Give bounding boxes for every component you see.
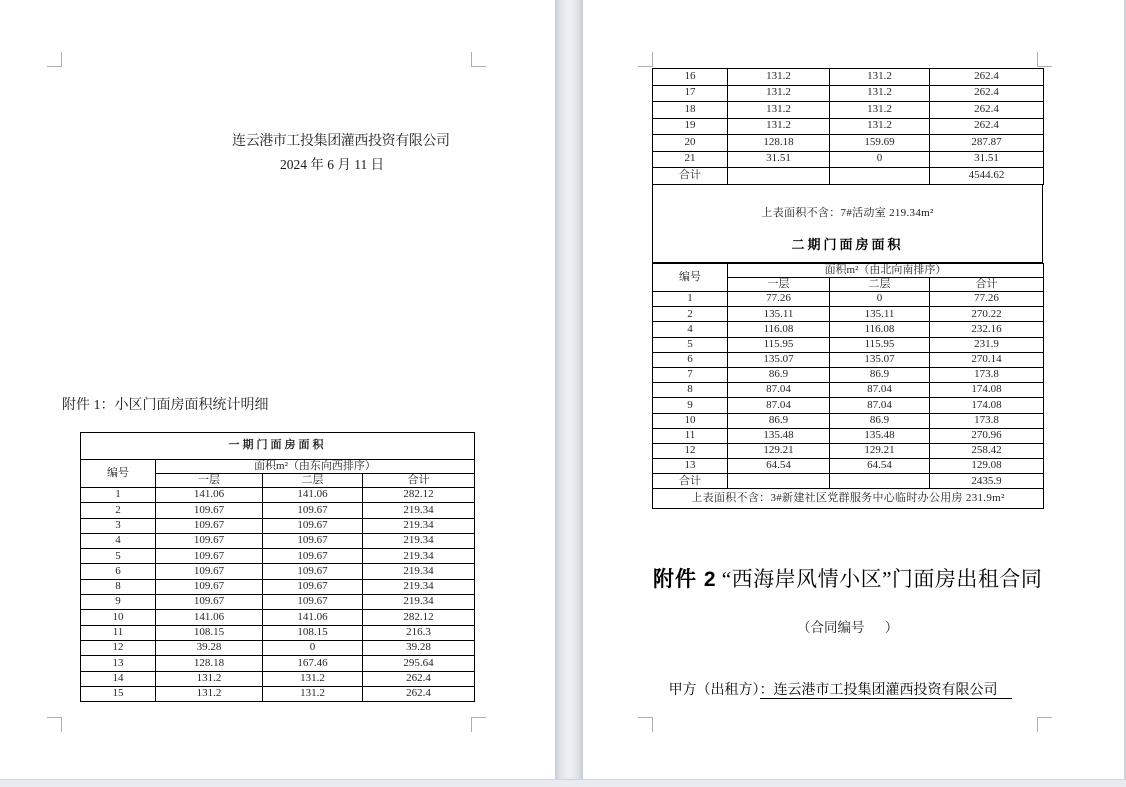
table-cell: 270.14 (930, 352, 1044, 367)
table-cell: 173.8 (930, 367, 1044, 382)
table-row (653, 474, 1044, 489)
table-cell (728, 474, 830, 489)
table-cell: 174.08 (930, 383, 1044, 398)
table-cell: 10 (81, 610, 156, 625)
table-cell: 109.67 (263, 533, 363, 548)
phase1-exclusion-note: 上表面积不含：7#活动室 219.34m² (761, 207, 934, 219)
table-cell: 109.67 (263, 564, 363, 579)
company-name-line: 连云港市工投集团灌西投资有限公司 (232, 134, 450, 149)
table-cell: 86.9 (830, 413, 930, 428)
phase2-exclusion-note: 上表面积不含：3#新建社区党群服务中心临时办公用房 231.9m² (653, 489, 1044, 509)
table-cell: 135.48 (728, 428, 830, 443)
table-cell: 129.08 (930, 459, 1044, 474)
phase1-area-table (80, 432, 475, 702)
page-gap (555, 0, 583, 779)
col-header-group: 面积m²（由东向西排序） (156, 460, 475, 474)
table-row (653, 85, 1044, 102)
text-boundary-mark (1037, 717, 1052, 732)
table-cell: 282.12 (363, 488, 475, 503)
text-boundary-mark (47, 717, 62, 732)
table-cell: 258.42 (930, 443, 1044, 458)
table-cell: 108.15 (156, 625, 263, 640)
table-cell: 109.67 (263, 503, 363, 518)
table-row (81, 595, 475, 610)
table-cell: 0 (830, 151, 930, 168)
text-boundary-mark (471, 717, 486, 732)
table-cell: 128.18 (728, 135, 830, 152)
table-cell: 131.2 (830, 85, 930, 102)
table-row (653, 413, 1044, 428)
phase1-note-and-phase2-title (652, 185, 1043, 263)
table-cell: 270.22 (930, 307, 1044, 322)
table-cell: 6 (653, 352, 728, 367)
col-header-id: 编号 (81, 460, 156, 488)
table-cell: 135.11 (728, 307, 830, 322)
attachment2-heading (653, 563, 1042, 593)
table-header-row (81, 460, 475, 474)
attachment2-title: “西海岸风情小区”门面房出租合同 (721, 567, 1043, 591)
table-cell: 12 (81, 640, 156, 655)
col-header-floor2: 二层 (263, 474, 363, 488)
table-row (81, 549, 475, 564)
table-cell: 135.07 (728, 352, 830, 367)
table-cell: 262.4 (363, 686, 475, 701)
table-row (81, 640, 475, 655)
table-cell: 21 (653, 151, 728, 168)
table-cell: 109.67 (263, 595, 363, 610)
table-row (653, 151, 1044, 168)
table-cell: 135.48 (830, 428, 930, 443)
table-cell: 64.54 (728, 459, 830, 474)
phase2-table-title: 二期门面房面积 (791, 237, 904, 252)
table-cell: 12 (653, 443, 728, 458)
table-cell: 0 (830, 292, 930, 307)
table-cell: 64.54 (830, 459, 930, 474)
table-cell: 159.69 (830, 135, 930, 152)
table-cell: 86.9 (728, 413, 830, 428)
table-row (81, 503, 475, 518)
table-cell: 270.96 (930, 428, 1044, 443)
table-row (81, 625, 475, 640)
table-cell: 3 (81, 518, 156, 533)
table-cell: 2435.9 (930, 474, 1044, 489)
table-cell: 287.87 (930, 135, 1044, 152)
table-cell: 219.34 (363, 503, 475, 518)
table-row (653, 69, 1044, 86)
table-cell: 131.2 (728, 85, 830, 102)
col-header-floor2: 二层 (830, 278, 930, 292)
table-cell: 219.34 (363, 518, 475, 533)
text-boundary-mark (638, 52, 653, 67)
table-cell: 77.26 (930, 292, 1044, 307)
table-cell: 216.3 (363, 625, 475, 640)
table-cell: 17 (653, 85, 728, 102)
table-header-row (653, 264, 1044, 278)
table-cell: 129.21 (830, 443, 930, 458)
table-cell: 131.2 (830, 69, 930, 86)
table-row (653, 352, 1044, 367)
table-cell: 87.04 (830, 383, 930, 398)
table-row (653, 398, 1044, 413)
table-cell: 20 (653, 135, 728, 152)
text-boundary-mark (1037, 52, 1052, 67)
table-cell: 14 (81, 671, 156, 686)
table-row (653, 118, 1044, 135)
viewport-bottom-strip (0, 779, 1126, 787)
table-cell: 141.06 (156, 610, 263, 625)
table-cell: 219.34 (363, 579, 475, 594)
party-a-value: ：连云港市工投集团灌西投资有限公司 (759, 681, 1012, 697)
table-cell: 131.2 (263, 686, 363, 701)
table-cell: 131.2 (830, 118, 930, 135)
table-cell: 131.2 (728, 118, 830, 135)
table-cell: 219.34 (363, 564, 475, 579)
page-left[interactable] (0, 0, 555, 779)
col-header-floor1: 一层 (728, 278, 830, 292)
table-cell: 219.34 (363, 533, 475, 548)
table-row (653, 322, 1044, 337)
table-cell: 合计 (653, 168, 728, 185)
table-cell: 86.9 (830, 367, 930, 382)
table-cell: 135.11 (830, 307, 930, 322)
phase2-area-table (652, 263, 1044, 509)
table-cell: 129.21 (728, 443, 830, 458)
table-row (653, 307, 1044, 322)
table-row (653, 428, 1044, 443)
table-cell: 2 (81, 503, 156, 518)
table-cell: 16 (653, 69, 728, 86)
table-cell: 15 (81, 686, 156, 701)
table-cell: 4 (653, 322, 728, 337)
table-cell: 131.2 (263, 671, 363, 686)
table-row (653, 135, 1044, 152)
table-cell: 31.51 (930, 151, 1044, 168)
table-cell: 5 (653, 337, 728, 352)
table-cell: 131.2 (830, 102, 930, 119)
text-boundary-mark (638, 717, 653, 732)
table-cell: 8 (653, 383, 728, 398)
table-row (81, 610, 475, 625)
table-row (81, 564, 475, 579)
table-cell: 4544.62 (930, 168, 1044, 185)
table-cell: 128.18 (156, 656, 263, 671)
table-cell: 39.28 (156, 640, 263, 655)
table-cell: 7 (653, 367, 728, 382)
table-row (653, 292, 1044, 307)
table-cell: 109.67 (156, 503, 263, 518)
table-cell: 8 (81, 579, 156, 594)
table-cell: 131.2 (728, 69, 830, 86)
table-cell (830, 474, 930, 489)
attachment2-number: 附件 2 (653, 568, 717, 591)
table-cell: 135.07 (830, 352, 930, 367)
table-cell: 262.4 (930, 118, 1044, 135)
text-boundary-mark (471, 52, 486, 67)
date-line: 2024 年 6 月 11 日 (280, 157, 385, 172)
table-cell: 9 (653, 398, 728, 413)
table-cell: 18 (653, 102, 728, 119)
table-row (653, 367, 1044, 382)
contract-number-line: （合同编号 ） (797, 620, 899, 635)
table-row (81, 533, 475, 548)
table-cell: 231.9 (930, 337, 1044, 352)
table-cell: 219.34 (363, 549, 475, 564)
table-cell: 11 (653, 428, 728, 443)
table-title-row (81, 433, 475, 460)
table-cell: 131.2 (156, 686, 263, 701)
table-cell: 77.26 (728, 292, 830, 307)
table-cell: 5 (81, 549, 156, 564)
table-cell: 116.08 (728, 322, 830, 337)
table-cell: 87.04 (728, 383, 830, 398)
table-row (653, 383, 1044, 398)
col-header-id: 编号 (653, 264, 728, 292)
table-row (653, 102, 1044, 119)
table-cell: 13 (81, 656, 156, 671)
table-cell: 4 (81, 533, 156, 548)
table-cell: 174.08 (930, 398, 1044, 413)
table-cell: 141.06 (156, 488, 263, 503)
table-row (653, 168, 1044, 185)
table-cell: 262.4 (930, 69, 1044, 86)
table-cell: 109.67 (156, 579, 263, 594)
table-cell: 39.28 (363, 640, 475, 655)
table-row (653, 337, 1044, 352)
col-header-floor1: 一层 (156, 474, 263, 488)
table-row (81, 488, 475, 503)
table-cell: 115.95 (728, 337, 830, 352)
table-cell: 115.95 (830, 337, 930, 352)
table-cell: 173.8 (930, 413, 1044, 428)
table-cell: 109.67 (156, 595, 263, 610)
table-cell: 131.2 (728, 102, 830, 119)
table-cell: 13 (653, 459, 728, 474)
table-cell: 109.67 (156, 564, 263, 579)
table-cell: 11 (81, 625, 156, 640)
table-cell: 1 (81, 488, 156, 503)
table-cell: 1 (653, 292, 728, 307)
table-title: 一期门面房面积 (81, 433, 475, 460)
party-a-line (653, 663, 1012, 715)
table-cell: 141.06 (263, 610, 363, 625)
col-header-total: 合计 (930, 278, 1044, 292)
table-cell: 87.04 (728, 398, 830, 413)
table-cell: 9 (81, 595, 156, 610)
table-cell: 10 (653, 413, 728, 428)
table-cell: 0 (263, 640, 363, 655)
table-cell: 19 (653, 118, 728, 135)
table-note-row (653, 489, 1044, 509)
table-cell: 6 (81, 564, 156, 579)
table-cell: 2 (653, 307, 728, 322)
table-cell: 31.51 (728, 151, 830, 168)
table-cell: 108.15 (263, 625, 363, 640)
table-cell: 232.16 (930, 322, 1044, 337)
table-cell: 141.06 (263, 488, 363, 503)
table-cell: 131.2 (156, 671, 263, 686)
table-row (81, 671, 475, 686)
table-row (653, 443, 1044, 458)
col-header-group: 面积m²（由北向南排序） (728, 264, 1044, 278)
table-row (81, 518, 475, 533)
table-cell: 295.64 (363, 656, 475, 671)
table-cell: 262.4 (930, 102, 1044, 119)
col-header-total: 合计 (363, 474, 475, 488)
table-cell: 109.67 (263, 579, 363, 594)
table-cell (830, 168, 930, 185)
table-cell: 109.67 (263, 549, 363, 564)
party-a-label: 甲方（出租方） (668, 681, 760, 697)
table-cell: 109.67 (263, 518, 363, 533)
table-row (81, 579, 475, 594)
table-cell (728, 168, 830, 185)
table-cell: 167.46 (263, 656, 363, 671)
text-boundary-mark (47, 52, 62, 67)
table-cell: 109.67 (156, 518, 263, 533)
table-cell: 合计 (653, 474, 728, 489)
table-cell: 86.9 (728, 367, 830, 382)
table-cell: 282.12 (363, 610, 475, 625)
attachment1-label: 附件 1：小区门面房面积统计明细 (62, 398, 269, 413)
table-row (81, 686, 475, 701)
table-cell: 262.4 (930, 85, 1044, 102)
phase1-area-table-continued (652, 68, 1044, 185)
table-row (653, 459, 1044, 474)
table-row (81, 656, 475, 671)
table-cell: 219.34 (363, 595, 475, 610)
table-cell: 262.4 (363, 671, 475, 686)
table-cell: 109.67 (156, 549, 263, 564)
table-cell: 87.04 (830, 398, 930, 413)
table-cell: 116.08 (830, 322, 930, 337)
table-cell: 109.67 (156, 533, 263, 548)
